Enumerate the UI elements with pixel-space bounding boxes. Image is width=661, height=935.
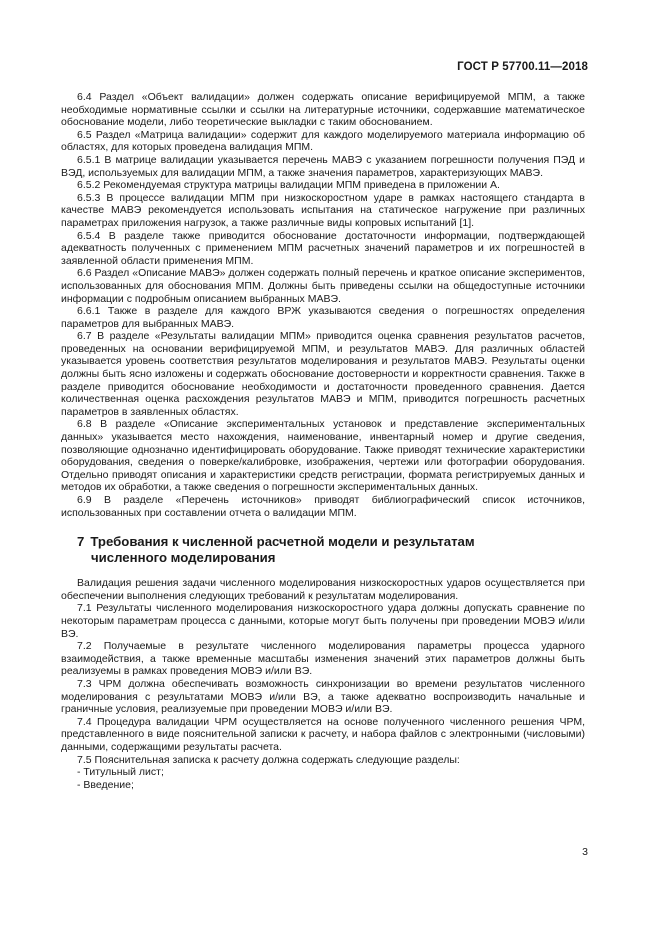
- paragraph-6-5: 6.5 Раздел «Матрица валидации» содержит для каждого моделируемого материала информацию об областях, для которых проведена валидация МПМ.: [61, 128, 585, 154]
- paragraph-6-6-1: 6.6.1 Также в разделе для каждого ВРЖ указываются сведения о погрешностях определения параметров для выбранных МАВЭ.: [61, 305, 585, 330]
- page-number: 3: [582, 846, 588, 858]
- paragraph-6-7: 6.7 В разделе «Результаты валидации МПМ» приводится оценка сравнения результатов расчетов, проведенных на основании верифицируемой МПМ, и результатов МАВЭ. Для различных областей указывается уровень соответствия результатов моделирования и результатов МАВЭ. Результаты оценки должны быть ясно изложены и содержать обоснование достоверности и корректности сравнения. Также в разделе приводится обоснование необходимости и достаточности проведенного сравнения. Дается количественная оценка расхождения результатов МАВЭ и МПМ, приводится погрешность расчетных параметров в заявленных областях.: [61, 330, 585, 418]
- paragraph-6-5-4: 6.5.4 В разделе также приводится обоснование достаточности информации, подтверждающей адекватность полученных с применением МПМ расчетных значений параметров и их погрешностей в заявленной области применения МПМ.: [61, 229, 585, 267]
- section-7-heading: [61, 534, 585, 566]
- section-title-line2: численного моделирования: [91, 550, 276, 566]
- paragraph-6-6: 6.6 Раздел «Описание МАВЭ» должен содержать полный перечень и краткое описание экспериментов, использованных для обоснования МПМ. Должны быть приведены ссылки на общедоступные источники информации с подробным описанием выбранных МАВЭ.: [61, 267, 585, 305]
- paragraph-6-9: 6.9 В разделе «Перечень источников» приводят библиографический список источников, использованных при составлении отчета о валидации МПМ.: [61, 494, 585, 519]
- list-item: - Введение;: [77, 778, 134, 791]
- paragraph-6-5-2: 6.5.2 Рекомендуемая структура матрицы валидации МПМ приведена в приложении А.: [77, 179, 500, 192]
- paragraph-7-2: 7.2 Получаемые в результате численного моделирования параметры процесса ударного взаимодействия, а также временные масштабы изменения значений этих параметров должны быть реализуемы в рамках проведения МОВЭ и/или ВЭ.: [61, 640, 585, 678]
- paragraph-7-1: 7.1 Результаты численного моделирования низкоскоростного удара должны допускать сравнение по некоторым параметрам процесса с данными, которые могут быть получены при проведении МОВЭ и/или ВЭ.: [61, 602, 585, 640]
- paragraph-7-5: 7.5 Пояснительная записка к расчету должна содержать следующие разделы:: [77, 753, 460, 766]
- paragraph-6-5-3: 6.5.3 В процессе валидации МПМ при низкоскоростном ударе в рамках настоящего стандарта в качестве МАВЭ рекомендуется использовать испытания на статическое нагружение при различных параметрах приложения нагрузок, а также различные виды копровых испытаний [1].: [61, 191, 585, 229]
- list-item: - Титульный лист;: [77, 766, 164, 779]
- paragraph-7-intro: Валидация решения задачи численного моделирования низкоскоростных ударов осуществляется при обеспечении выполнения следующих требований к результатам моделирования.: [61, 577, 585, 602]
- paragraph-6-5-1: 6.5.1 В матрице валидации указывается перечень МАВЭ с указанием погрешности получения ПЭД и ВЭД, используемых для валидации МПМ, а также значения параметров, характеризующих МАВЭ.: [61, 153, 585, 179]
- paragraph-7-4: 7.4 Процедура валидации ЧРМ осуществляется на основе полученного численного решения ЧРМ, представленного в виде пояснительной записки к расчету, и набора файлов с электронными (числовыми) данными, содержащими результаты расчета.: [61, 715, 585, 753]
- paragraph-6-8: 6.8 В разделе «Описание экспериментальных установок и представление экспериментальных данных» указывается место нахождения, наименование, инвентарный номер и другие сведения, позволяющие однозначно идентифицировать оборудование. Также приводят технические характеристики оборудования, сведения о поверке/калибровке, изображения, чертежи или фотографии оборудования. Отдельно приводят описания и характеристики средств регистрации, формата регистрируемых данных и методов их обработки, а также сведения о погрешности экспериментальных данных.: [61, 418, 585, 494]
- paragraph-7-3: 7.3 ЧРМ должна обеспечивать возможность синхронизации во времени результатов численного моделирования с результатами МОВЭ и/или ВЭ, а также адекватно воспроизводить начальные и граничные условия, реализуемые при проведении МОВЭ и/или ВЭ.: [61, 677, 585, 716]
- document-body: [61, 91, 585, 791]
- section-number: 7: [77, 534, 85, 550]
- standard-header: ГОСТ Р 57700.11—2018: [457, 61, 588, 73]
- section-title-line1: Требования к численной расчетной модели и результатам: [90, 534, 475, 550]
- paragraph-6-4: 6.4 Раздел «Объект валидации» должен содержать описание верифицируемой МПМ, а также необходимые нормативные ссылки и ссылки на литературные источники, содержавшие математическое обоснование модели, либо теоретические выкладки с таким обоснованием.: [61, 91, 585, 129]
